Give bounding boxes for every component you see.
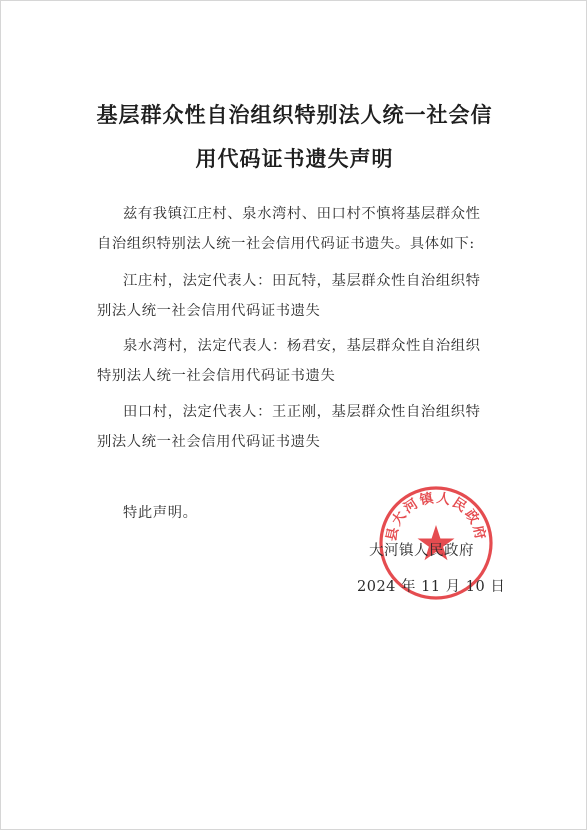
paragraph-line: 兹有我镇江庄村、泉水湾村、田口村不慎将基层群众性 (123, 206, 481, 222)
paragraph-jiangzhuang (97, 266, 517, 326)
paragraph-line: 别法人统一社会信用代码证书遗失 (97, 303, 321, 319)
paragraph-line: 泉水湾村，法定代表人：杨君安，基层群众性自治组织 (123, 338, 481, 354)
paragraph-line: 别法人统一社会信用代码证书遗失 (97, 434, 321, 450)
document-title-line-2: 用代码证书遗失声明 (195, 147, 394, 171)
issue-date: 2024 年 11 月 10 日 (357, 579, 506, 595)
issuer-signature: 大河镇人民政府 (369, 543, 474, 559)
closing-text: 特此声明。 (123, 505, 198, 521)
paragraph-line: 江庄村，法定代表人：田瓦特，基层群众性自治组织特 (123, 273, 481, 289)
paragraph-line: 自治组织特别法人统一社会信用代码证书遗失。具体如下: (97, 236, 475, 252)
paragraph-line: 特别法人统一社会信用代码证书遗失 (97, 368, 336, 384)
paragraph-quanshuiwan (97, 331, 517, 391)
paragraph-intro (97, 199, 517, 259)
document-title-line-1: 基层群众性自治组织特别法人统一社会信 (96, 103, 493, 127)
paragraph-line: 田口村，法定代表人：王正刚，基层群众性自治组织特 (123, 404, 481, 420)
paragraph-tiankou (97, 397, 517, 457)
seal-text: 县大河镇人民政府 (383, 489, 489, 543)
